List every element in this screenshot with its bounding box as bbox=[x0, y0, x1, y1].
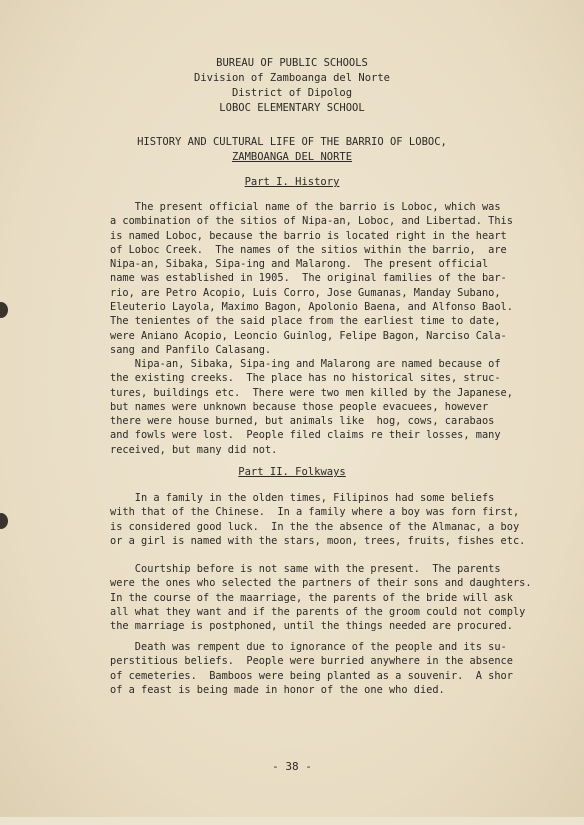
header-line-school: LOBOC ELEMENTARY SCHOOL bbox=[219, 102, 365, 114]
letterhead bbox=[0, 56, 584, 116]
header-line-district: District of Dipolog bbox=[231, 87, 353, 99]
punch-hole-lower bbox=[0, 513, 8, 529]
page-number: - 38 - bbox=[272, 760, 312, 773]
section-heading-history: Part I. History bbox=[244, 176, 340, 188]
section-heading-folkways: Part II. Folkways bbox=[238, 466, 346, 478]
header-line-bureau: BUREAU OF PUBLIC SCHOOLS bbox=[216, 57, 368, 69]
folkways-paragraph-3: Death was rempent due to ignorance of the people and its su- perstitious beliefs. People were burried anywhere in the absence of cemeteries. Bamboos were being planted as a souvenir. A shor of a feast is being made in honor of the one who died. bbox=[110, 641, 513, 696]
folkways-paragraph-1: In a family in the olden times, Filipinos had some beliefs with that of the Chinese. In a family where a boy was forn first, is considered good luck. In the the absence of the Almanac, a boy or a girl is named with the stars, moon, trees, fruits, fishes etc. bbox=[110, 492, 526, 547]
title-line-2: ZAMBOANGA DEL NORTE bbox=[231, 151, 353, 163]
header-line-division: Division of Zamboanga del Norte bbox=[194, 72, 390, 84]
title-line-1: HISTORY AND CULTURAL LIFE OF THE BARRIO OF LOBOC, bbox=[137, 136, 447, 148]
punch-hole-upper bbox=[0, 302, 8, 318]
document-title bbox=[0, 135, 584, 165]
history-paragraph-2: Nipa-an, Sibaka, Sipa-ing and Malarong are named because of the existing creeks. The place has no historical sites, struc- tures, buildings etc. There were two men killed by the Japanese, but names were unknown because those people evacuees, however there were house burned, but animals like hog, cows, carabaos and fowls were lost. People filed claims re their losses, many received, but many did not. bbox=[110, 358, 513, 456]
history-paragraph-1: The present official name of the barrio is Loboc, which was a combination of the sitios of Nipa-an, Loboc, and Libertad. This is named Loboc, because the barrio is located right in the heart of Loboc Creek. The names of the sitios within the barrio, are Nipa-an, Sibaka, Sipa-ing and Malarong. The present official name was established in 1905. The original families of the bar- rio, are Petro Acopio, Luis Corro, Jose Gumanas, Manday Subano, Eleuterio Layola, Maximo Bagon, Apolonio Baena, and Alfonso Baol. The tenientes of the said place from the earliest time to date, were Aniano Acopio, Leoncio Guinlog, Felipe Bagon, Narciso Cala- sang and Panfilo Calasang. bbox=[110, 201, 513, 356]
folkways-paragraph-2: Courtship before is not same with the present. The parents were the ones who selected the partners of their sons and daughters. In the course of the maarriage, the parents of the bride will ask all what they want and if the parents of the groom could not comply the marriage is postphoned, until the things needed are procured. bbox=[110, 563, 532, 633]
scan-footer-strip bbox=[0, 817, 584, 825]
